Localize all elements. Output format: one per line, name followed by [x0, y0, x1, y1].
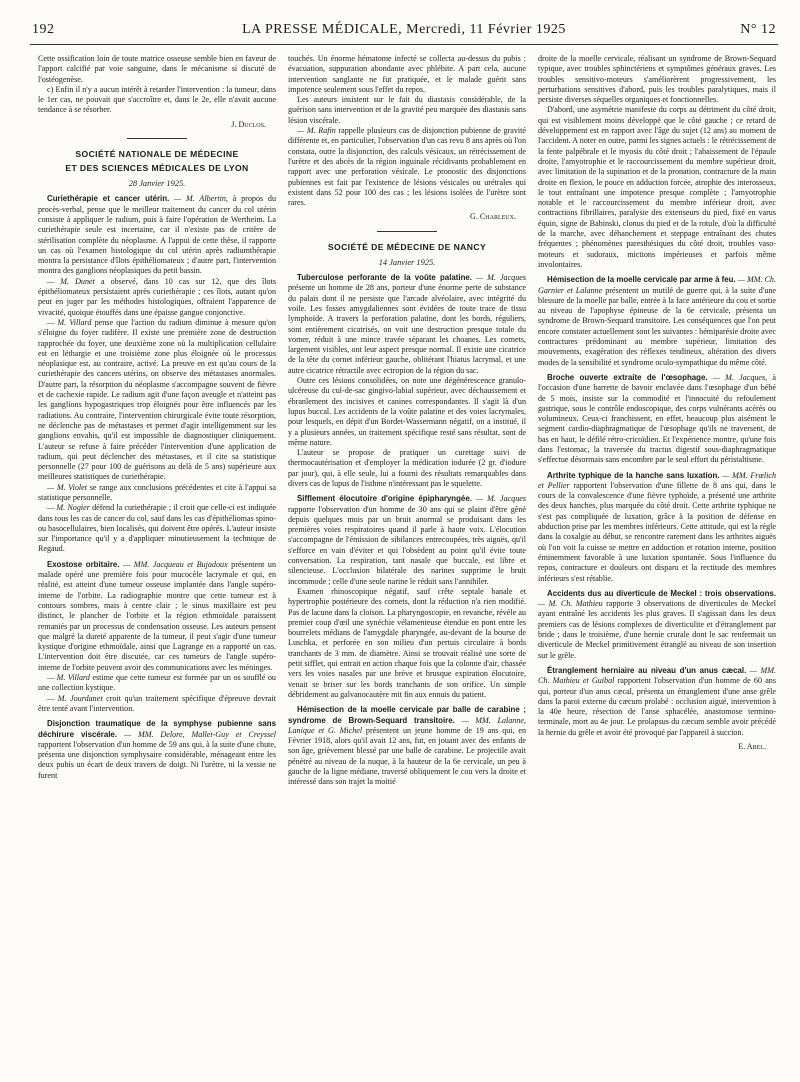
discussion-text: défend la curiethérapie ; il croit que celle-ci est indiquée dans tous les cas de cancer du col, sauf dans les cas d'épithéliomas spino- ou basocellulaires, bien localisés, qui doivent être opérés. L'auteur insiste sur l'importance qu'il y a d'appliquer minutieusement la technique de Regaud.	[38, 503, 276, 554]
article-title: Exostose orbitaire.	[47, 559, 120, 569]
discussant-name: — M. Jourdanet	[47, 693, 103, 703]
article-author: — MM. Delore, Mallet-Guy et Creyssel	[123, 729, 276, 739]
signature-duclos: J. Duclos.	[231, 119, 266, 129]
article-text: rapporte 3 observations de diverticules de Meckel ayant entraîné les accidents les plus graves. Il s'agissait dans les deux premiers cas de lésions complexes de diverticulite et d'étranglement par bride ; dans le troisième, d'une hernie crurale dont le sac renfermait un diverticule de Meckel primitivement étranglé au niveau de son insertion sur le grêle.	[538, 599, 776, 660]
article-author: — M. Jacques	[475, 494, 526, 504]
running-header	[30, 22, 778, 45]
article-author: — MM. Lalanne, Lanique et G. Michel	[288, 715, 526, 735]
signature-abel: E. Abel.	[738, 742, 766, 751]
article-tuberculose	[288, 273, 526, 376]
session-date: 14 Janvier 1925.	[378, 257, 436, 267]
article-author: — M. Ch. Mathieu	[538, 599, 603, 609]
discussion-text: se range aux conclusions précédentes et cite à l'appui sa statistique personnelle.	[38, 482, 276, 502]
paragraph-continuation: touchés. Un énorme hématome infecté se collecta au-dessus du pubis : évacuation, suppuration abondante avec phlébite. A part cela, aucune intervention sanglante ne fut pratiquée, et le malade guérit sans impotence seulement sous l'effet du repos.	[288, 54, 526, 94]
article-exostose	[38, 560, 276, 673]
article-author: — MM. Frœlich et Pellier	[538, 470, 776, 490]
article-title: Sifflement élocutoire d'origine épipharyngée.	[297, 494, 472, 504]
running-title: LA PRESSE MÉDICALE, Mercredi, 11 Février 1925	[242, 22, 566, 37]
article-title: Hémisection de la moelle cervicale par arme à feu.	[547, 275, 736, 285]
article-arthrite	[538, 471, 776, 584]
page-number: 192	[32, 22, 55, 37]
paragraph-ossification: Cette ossification loin de toute matrice osseuse semble bien en faveur de l'apport calcifié par voie sanguine, dans le mécanisme si discuté de l'ostéogenèse.	[38, 54, 276, 84]
signature-charleux: G. Charleux.	[470, 212, 516, 222]
article-disjonction	[38, 719, 276, 781]
article-title: Broche ouverte extraite de l'œsophage.	[547, 372, 708, 382]
article-title: Curiethérapie et cancer utérin.	[47, 194, 170, 204]
paragraph-asymetrie: D'abord, une asymétrie manifeste du corps au détriment du côté droit, qui est visiblement moins développé que le côté gauche ; ce retard de développement est en rapport avec l'âge du sujet (12 ans) au moment de l'accident. A noter en outre, parmi les signes actuels : le rétrécissement de la fente palpébrale et le myosis du côté droit ; l'abaissement de l'épaule droite, l'amyotrophie et le raccourcissement du membre supérieur droit, avec limitation de la supination et de la pronation, contracture de la main droite en flexion, le pouce en adduction forcée, atrophie des interosseux, le tout entraînant une impotence presque complète ; l'amyotrophie notable et le raccourcissement du membre inférieur droit, avec contractions fibrillaires, paralysie des extenseurs du pied, fixé en varus équin, signe de Babinski, clonus du pied et de la rotule, d'où la difficulté de la marche, avec déhanchement et steppage entraînant des chutes fréquentes ; phénomènes paresthésiques du côté droit, troubles vaso-moteurs et sudoraux, mictions impérieuses et parfois même involontaires.	[538, 105, 776, 269]
article-broche	[538, 373, 776, 466]
discussion-villard-2	[38, 673, 276, 694]
article-title: Accidents dus au diverticule de Meckel : trois observations.	[547, 588, 776, 598]
article-text: à propos du procès-verbal, pense que le meilleur traitement du cancer du col utérin consiste à appliquer le radium, puis à faire l'opération de Wertheim. La curiethérapie seule est incertaine, car il n'existe pas de critère de stérilisation complète du néoplasme. A l'appui de cette thèse, il rapporte un cas où l'examen histologique du col utérin après radiumthérapie montra la persistance d'îlots épithéliomateux ; d'autre part, l'intervention montra des ganglions néoplasiques du petit bassin.	[38, 194, 276, 276]
article-meckel	[538, 589, 776, 661]
article-etranglement	[538, 666, 776, 738]
article-title: Arthrite typhique de la hanche sans luxation.	[547, 470, 720, 480]
article-title: Tuberculose perforante de la voûte palatine.	[297, 273, 472, 283]
article-text: rapportent l'observation d'un homme de 59 ans qui, à la suite d'une chute, présenta une disjonction symphysaire considérable, ménageant entre les deux pubis un écart de deux travers de doigt. Ni l'urètre, ni la vessie ne furent	[38, 739, 276, 780]
discussion-jourdanet	[38, 694, 276, 715]
article-author: — MM. Ch. Mathieu et Guibal	[538, 665, 776, 686]
paragraph-lupus: Outre ces lésions consolidées, on note une dégénérescence granulo-ulcéreuse du cul-de-sac gingivo-labial supérieur, avec déchaussement et ébranlement des incisives et canines correspondantes. Il s'agit là d'un lupus buccal. Les accidents de la voûte palatine et des voies lacrymales, pour lesquels, en dépit d'un Bordet-Wassermann négatif, on a institué, il y a plusieurs années, un traitement spécifique resté sans résultat, sont de même nature.	[288, 376, 526, 447]
article-text: rapportent l'observation d'un homme de 60 ans qui, porteur d'un anus cæcal, présenta un étranglement d'une anse grêle dans la paroi externe du cæcum prolabé : occlusion aiguë, intervention à la 40e heure, résection de l'anse sphacélée, anastomose termino-terminale, mort au 4e jour. Le prolapsus du cæcum semble avoir précédé la hernie du grêle et avoir été provoqué par l'appareil à succion.	[538, 676, 776, 737]
article-text: présente un homme de 28 ans, porteur d'une énorme perte de substance du palais dont il ne persiste que l'arcade alvéolaire, avec intégrité du voile. Les fosses amygdaliennes sont évidées de toute trace de tissu lymphoïde. A travers la perforation palatine, dont les bords, réguliers, sont entièrement cicatrisés, on voit une destruction presque totale du vomer, réduit à une mince travée séparant les choanes. Les cornets, largement visibles, ont leur aspect presque normal. Il existe une cicatrice de la tête du cornet inférieur gauche, oblitérant l'hiatus lacrymal, et une autre cicatrice rétractile avec ectropion de la région du sac.	[288, 283, 526, 375]
paragraph-curettage: L'auteur se propose de pratiquer un curettage suivi de thermocautérisation et d'employer la médication iodurée (2 gr. d'iodure par jour), qui, à elle seule, lui a fourni des résultats remarquables dans divers cas de lupus de l'isthme n'intéressant pas le squelette.	[288, 448, 526, 488]
discussion-text: estime que cette tumeur est formée par un os soufflé ou une collection kystique.	[38, 673, 276, 693]
separator-rule	[377, 231, 437, 232]
discussion-text: a observé, dans 10 cas sur 12, que des îlots épithéliomateux persistaient après curiethérapie ; ces îlots, autant qu'on peut en juger par les méthodes histologiques, offraient l'apparence de vivacité, quoique étouffés dans une épaisse gangue conjonctive.	[38, 276, 276, 317]
article-text: présentent un mutilé de guerre qui, à la suite d'une blessure de la moelle par balle, entrée à la face antérieure du cou et sortie au niveau de l'apophyse épineuse de la 6e cervicale, présenta un syndrome de Brown-Sequard transitoire. Les conséquences que l'on peut encore constater actuellement sont les suivantes : hémiparésie droite avec contractures prédominant au membre supérieur, limitation des mouvements, exagération des réflexes tendineux, altération des divers modes de la sensibilité et syndrome oculo-sympathique du même côté.	[538, 285, 776, 367]
column-2	[288, 54, 526, 1072]
society-heading-line-2: ET DES SCIENCES MÉDICALES DE LYON	[65, 163, 249, 174]
article-title: Étranglement herniaire au niveau d'un anus cæcal.	[547, 665, 747, 675]
discussion-text: pense que l'action du radium diminue à mesure qu'on s'éloigne du foyer radifère. Il existe une première zone de destruction rapprochée du foyer, une deuxième zone où la multiplication cellulaire est en léthargie et une troisième zone plus éloignée où le processus néoplasique est, au contraire, activé. La preuve en est qu'au cours de la curiethérapie des cancers utérins, on observe des métastases anormales. D'autre part, la résorption du néoplasme s'accompagne souvent de fièvre et de cachexie rapide. Le radium agit d'une façon aveugle et n'atteint pas les ganglions hypogastriques trop éloignés pour être influencés par les radiations. Au contraire, l'intervention chirurgicale évite toute résorption, ne déclenche pas de métastases et permet d'agir intelligemment sur les ganglions envahis, qu'il est impossible de diagnostiquer cliniquement. L'auteur se refuse à faire précéder l'intervention d'une application de radium, qui peut déclencher des métastases, et il cite sa statistique personnelle (27 pour 100 de guérisons au delà de 5 ans) supérieure aux meilleures statistiques de curiethérapie.	[38, 317, 276, 482]
article-text: présentent un jeune homme de 19 ans qui, en Février 1918, alors qu'il avait 12 ans, fut, en jouant avec des enfants de son âge, grièvement blessé par une balle de carabine. Le projectile avait pénétré au niveau de la nuque, à la hauteur de la 6e cervicale, un peu à gauche de la ligne médiane, traversé obliquement le cou vers la droite et intéressé dans son trajet la moitié	[288, 725, 526, 787]
discussant-name: — M. Rafin	[297, 126, 336, 136]
society-heading-line-1: SOCIÉTÉ NATIONALE DE MÉDECINE	[75, 149, 239, 160]
discussant-name: — M. Dunet	[47, 276, 95, 286]
article-author: — MM. Ch. Garnier et Lalanne	[538, 275, 776, 295]
paragraph-continuation: droite de la moelle cervicale, réalisant un syndrome de Brown-Sequard typique, avec troubles sphinctériens et symptômes généraux graves. Les troubles sensitivo-moteurs s'améliorèrent progressivement, les perturbations sensitives d'abord, puis les troubles paralytiques, mais il persiste diverses séquelles organiques et fonctionnelles.	[538, 54, 776, 105]
issue-number: N° 12	[740, 22, 776, 37]
article-author: — M. Jacques	[476, 273, 526, 283]
discussion-rafin	[288, 126, 526, 208]
column-1	[38, 54, 276, 1072]
discussant-name: — M. Villard	[47, 673, 90, 683]
society-heading-lyon	[38, 147, 276, 175]
discussion-villard	[38, 318, 276, 483]
article-author: — M. Jacques,	[712, 372, 768, 382]
article-text: rapportent l'observation d'une fillette de 8 ans qui, dans le cours de la convalescence d'une fièvre typhoïde, a présenté une arthrite des deux hanches, plus marquée du côté droit. Cette arthrite typhique ne s'est pas compliquée de luxation, grâce à la position de défense en abduction prise par les membres inférieurs. Cette attitude, qui est la règle dans la coxalgie au début, se rencontre rarement dans les arthrites aiguës où l'on voit la cuisse se mettre en adduction et rotation interne, position éminemment favorable à une luxation spontanée. Sous l'influence du repos, contracture et douleurs ont disparu et la rectitude des membres inférieurs s'est rétablie.	[538, 480, 776, 583]
discussion-text: rappelle plusieurs cas de disjonction pubienne de gravité différente et, en particulier, l'observation d'un cas revu 8 ans après où l'on constata, outre la disjonction, des calculs vésicaux, un rétrécissement de l'urètre et des abcès de la région inguinale récidivants probablement en rapport avec une perforation vésicale. Le pronostic des disjonctions pubiennes est fait par l'existence de lésions vésicales ou urétrales qui existent dans 52 pour 100 des cas ; les lésions isolées de l'urètre sont rares.	[288, 126, 526, 208]
discussant-name: — M. Nogier	[47, 503, 90, 513]
article-hemisection-carabine	[288, 705, 526, 787]
article-text: à l'occasion d'une barrette de bavoir enclavée dans l'œsophage d'un bébé de 5 mois, insiste sur la commodité et l'innocuité du refoulement gastrique, sous le contrôle endoscopique, des corps vulnérants acérés ou volumineux. Ceux-ci franchissent, en effet, beaucoup plus aisément le segment cardio-diaphragmatique de l'œsophage qu'ils ne traversent, de bas en haut, le défilé rétro-cricoïdien. Et l'expérience montre, qu'une fois dans l'estomac, la traversée du tractus digestif sous-diaphragmatique s'effectue désormais sans encombre par le seul effort du péristaltisme.	[538, 372, 776, 465]
separator-rule	[127, 138, 187, 139]
article-title: Disjonction traumatique de la symphyse pubienne sans déchirure viscérale.	[38, 719, 276, 739]
article-text: rapporte l'observation d'un homme de 30 ans qui se plaint d'être gêné depuis quelques mois par un bruit anormal se produisant dans les premières voies respiratoires quand il parle à haute voix. L'élocution s'accompagne de l'émission de sibilances entrecoupées, très aiguës, qu'il s'efforce en vain d'éviter et qui l'obsèdent au point qu'il évite toute conversation. La respiration, tant nasale que buccale, est libre et silencieuse. L'occlusion bilatérale des narines supprime le bruit incommode ; celle d'une seule narine le réduit sans l'annihiler.	[288, 504, 526, 586]
article-sifflement	[288, 494, 526, 587]
paragraph-examen: Examen rhinoscopique négatif, sauf crête septale banale et hypertrophie postérieure des cornets, dont la réduction n'a rien modifié. Pas de lacune dans la cloison. La pharyngoscopie, en revanche, révèle au premier coup d'œil une synéchie vélamenteuse étendue en pont entre les bourrelets médians de l'amygdale pharyngée, au-devant de la bourse de Luschka, et perforée en son milieu d'un pertuis circulaire à bords tranchants de 3 mm. de diamètre. Ainsi se trouvait réalisé une sorte de petit sifflet, qui entrait en action chaque fois que la colonne d'air, chassée vers les voies nasales par une brève et brusque expiration élocutoire, venait se briser sur les bords tranchants de son orifice. Un simple débridement au galvanocautère mit fin aux ennuis du patient.	[288, 586, 526, 699]
session-date: 28 Janvier 1925.	[128, 179, 186, 189]
article-author: — M. Albertin,	[174, 194, 228, 204]
discussion-text: croit qu'un traitement spécifique d'épreuve devrait être tenté avant l'intervention.	[38, 693, 276, 713]
discussant-name: — M. Villard	[47, 317, 92, 327]
article-title: Hémisection de la moelle cervicale par balle de carabine ; syndrome de Brown-Sequard transitoire.	[288, 705, 526, 725]
society-heading-nancy: SOCIÉTÉ DE MÉDECINE DE NANCY	[327, 241, 487, 252]
paragraph-conclusion-c: c) Enfin il n'y a aucun intérêt à retarder l'intervention : la tumeur, dans le 1er cas, ne pouvait que s'accroître et, dans le 2e, elle n'avait aucune tendance à se résorber.	[38, 84, 276, 115]
discussion-dunet	[38, 277, 276, 318]
article-curietherapie	[38, 194, 276, 276]
article-author: — MM. Jacqueau et Bujadoux	[123, 559, 228, 569]
discussion-nogier	[38, 503, 276, 554]
discussion-violet	[38, 483, 276, 504]
paragraph-auteurs: Les auteurs insistent sur le fait du diastasis considérable, de la guérison sans intervention et de la gravité peu marquée des diastasis sans lésion viscérale.	[288, 95, 526, 125]
column-3	[538, 54, 776, 1072]
article-text: présentent un malade opéré une première fois pour mucocèle lacrymale et qui, en réalité, est atteint d'une tumeur osseuse implantée dans l'angle supéro-interne de l'orbite. La radiographie montre que cette tumeur est à contours sombres, mais à centre clair ; le sinus maxillaire est peu distinct, le plancher de l'orbite et la région ethmoïdale paraissent remaniés par un processus de condensation osseuse. Les auteurs pensent que malgré la dureté apparente de la tumeur, il peut s'agir d'une tumeur kystique d'origine ethmoïdale, ainsi que Lagrange en a rapporté un cas. L'intervention doit être discutée, car ces tumeurs de l'angle supéro-interne de l'orbite peuvent avoir des communications avec les méninges.	[38, 559, 276, 672]
article-hemisection-arme	[538, 275, 776, 368]
discussant-name: — M. Violet	[47, 482, 88, 492]
